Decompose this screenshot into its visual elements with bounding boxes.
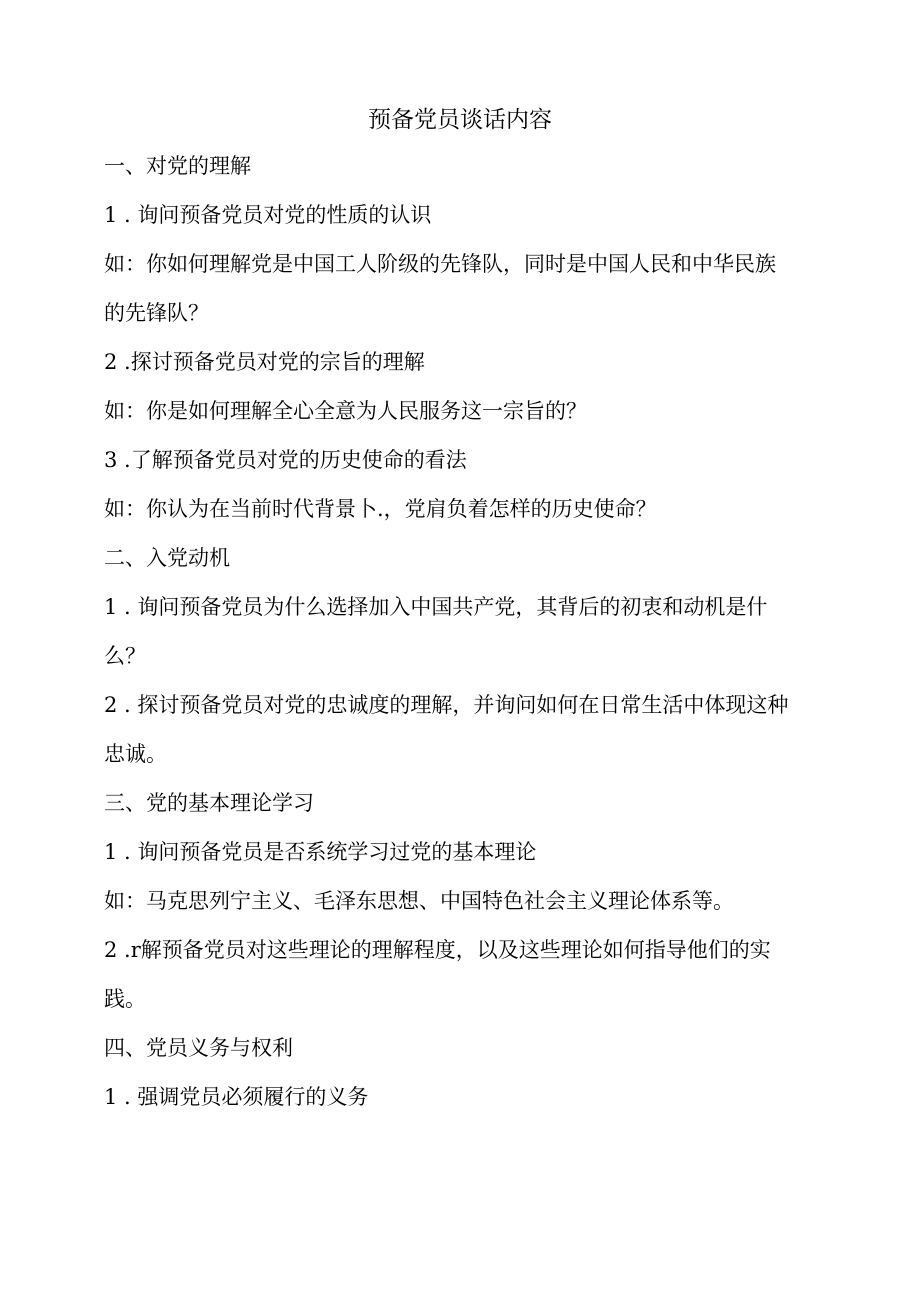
item-3-2-line-2: 践。: [104, 987, 146, 1011]
item-2-2-line-2: 忠诚。: [104, 742, 167, 766]
section-heading-4: 四、党员义务与权利: [104, 1036, 293, 1060]
document-title: 预备党员谈话内容: [368, 107, 552, 133]
item-2-1-line-2: 么？: [104, 644, 146, 668]
example-1-3: 如：你认为在当前时代背景卜.，党肩负着怎样的历史使命？: [104, 497, 657, 521]
item-1-3: 3 .了解预备党员对党的历史使命的看法: [104, 448, 467, 472]
item-3-2-line-1: 2 .r解预备党员对这些理论的理解程度，以及这些理论如何指导他们的实: [104, 938, 771, 962]
section-heading-2: 二、入党动机: [104, 546, 230, 570]
item-1-2: 2 .探讨预备党员对党的宗旨的理解: [104, 350, 425, 374]
example-1-2: 如：你是如何理解全心全意为人民服务这一宗旨的？: [104, 399, 587, 423]
item-2-1-line-1: 1 . 询问预备党员为什么选择加入中国共产党，其背后的初衷和动机是什: [104, 595, 768, 619]
example-3-1: 如：马克思列宁主义、毛泽东思想、中国特色社会主义理论体系等。: [104, 889, 734, 913]
item-4-1: 1 . 强调党员必须履行的义务: [104, 1085, 369, 1109]
example-1-1-line-2: 的先锋队？: [104, 301, 209, 325]
section-heading-3: 三、党的基本理论学习: [104, 791, 314, 815]
example-1-1-line-1: 如：你如何理解党是中国工人阶级的先锋队，同时是中国人民和中华民族: [104, 252, 776, 276]
section-heading-1: 一、对党的理解: [104, 154, 251, 178]
item-2-2-line-1: 2 . 探讨预备党员对党的忠诚度的理解，并询问如何在日常生活中体现这种: [104, 693, 789, 717]
item-1-1: 1 . 询问预备党员对党的性质的认识: [104, 203, 432, 227]
item-3-1: 1 . 询问预备党员是否系统学习过党的基本理论: [104, 840, 537, 864]
